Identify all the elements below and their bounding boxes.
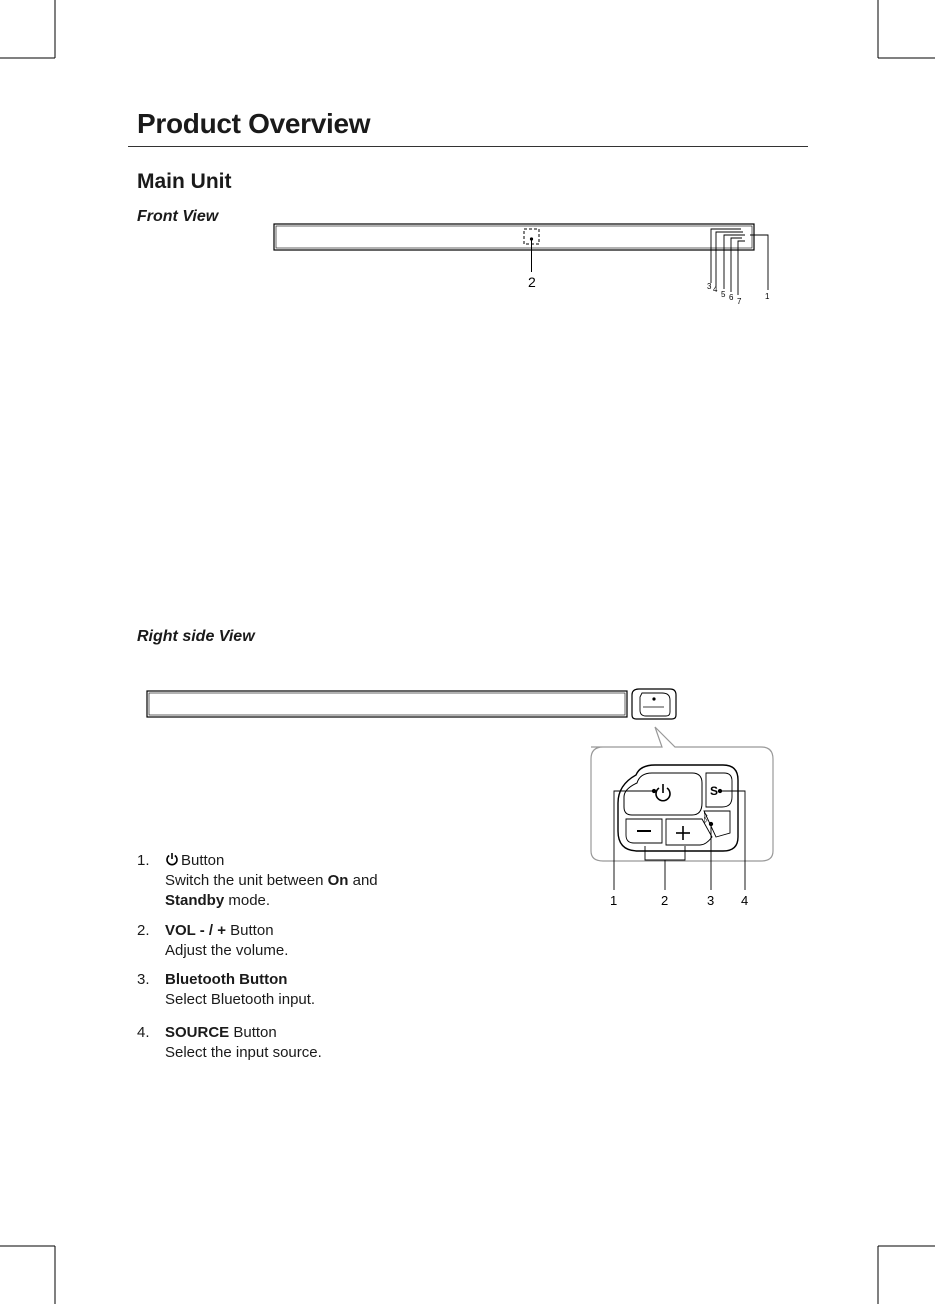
item-title: SOURCE [165, 1024, 230, 1041]
right-callout-2: 2 [661, 893, 669, 908]
item-desc: Select Bluetooth input. [165, 991, 316, 1008]
front-callout-4: 4 [713, 285, 718, 294]
list-item-3: 3. Bluetooth Button Select Bluetooth input. [137, 971, 316, 1008]
page-title: Product Overview [137, 108, 371, 139]
title-rule [128, 146, 808, 147]
section-heading: Main Unit [137, 170, 232, 193]
front-callout-6: 6 [729, 293, 734, 302]
list-item-1 [137, 851, 537, 911]
item-body: Button Switch the unit between On and Standby mode. [165, 852, 378, 909]
front-callout-3: 3 [707, 282, 712, 291]
right-view-label: Right side View [137, 628, 255, 645]
bluetooth-icon: ᛒ [702, 811, 710, 825]
front-callout-1: 1 [765, 292, 770, 301]
item-title: Button [181, 852, 225, 869]
front-view-label: Front View [137, 208, 219, 225]
item-desc: Adjust the volume. [165, 942, 289, 959]
source-icon: S [710, 784, 719, 798]
item-number: 1. [137, 852, 150, 869]
item-title: VOL - / + [165, 922, 226, 939]
power-icon [656, 784, 670, 801]
right-callout-1: 1 [610, 893, 618, 908]
front-view-diagram [260, 215, 800, 315]
item-title: Bluetooth Button [165, 971, 288, 988]
item-desc: Select the input source. [165, 1044, 322, 1061]
plus-icon [676, 826, 690, 840]
front-callout-5: 5 [721, 290, 726, 299]
front-callout-7: 7 [737, 297, 742, 306]
right-callout-3: 3 [707, 893, 715, 908]
right-callout-4: 4 [741, 893, 749, 908]
list-item-4: 4. SOURCE Button Select the input source. [137, 1024, 322, 1061]
power-icon [165, 852, 179, 866]
front-callout-2: 2 [528, 274, 536, 290]
list-item-2: 2. VOL - / + Button Adjust the volume. [137, 922, 289, 959]
